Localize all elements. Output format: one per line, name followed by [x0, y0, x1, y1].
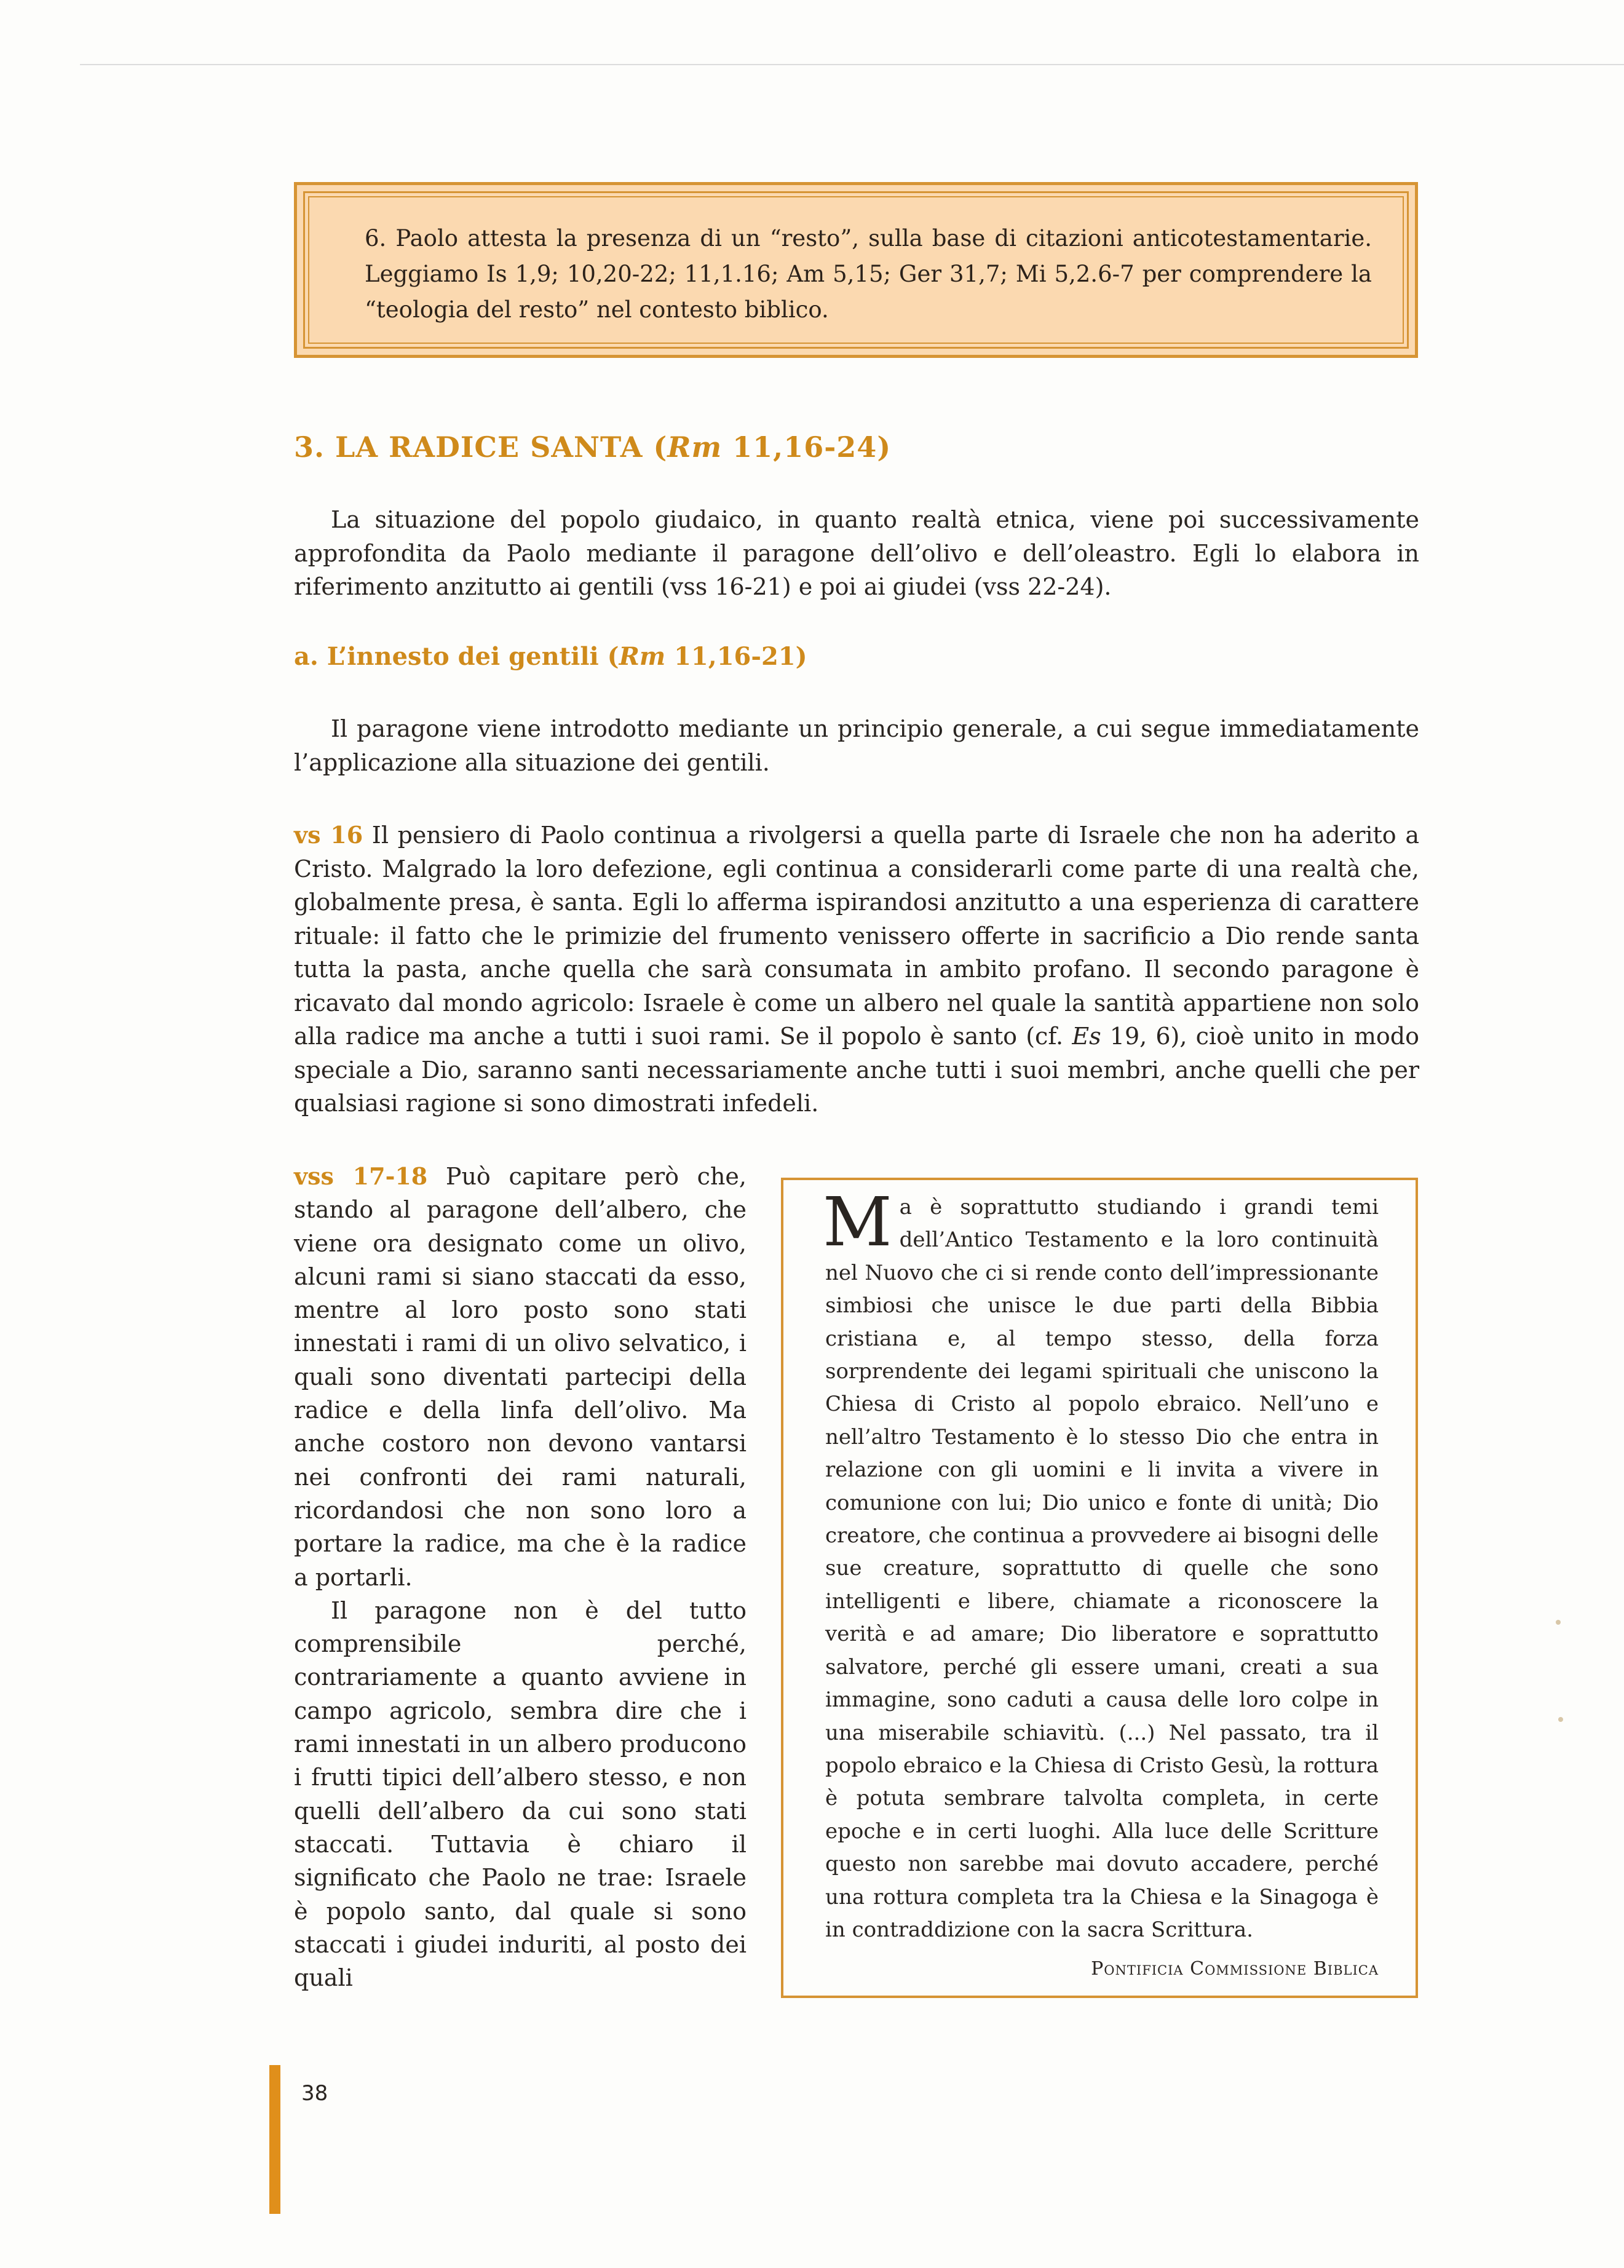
section-label: 3. LA RADICE SANTA (	[294, 430, 668, 464]
subsection-label: a. L’innesto dei gentili (	[294, 642, 619, 671]
left-column	[294, 1160, 747, 1994]
vss1718-label: vss 17-18	[294, 1162, 428, 1190]
vss1718-paragraph	[294, 1160, 747, 1594]
scan-speck	[1556, 1620, 1561, 1625]
vs16-label: vs 16	[294, 821, 363, 849]
scan-edge	[80, 64, 1624, 65]
subsection-ref-book: Rm	[619, 642, 666, 671]
section-title	[294, 430, 1419, 464]
quote-text	[823, 1183, 1379, 1946]
scan-speck	[1558, 1717, 1563, 1722]
subsection-intro: Il paragone viene introdotto mediante un principio generale, a cui segue immediatamente l’applicazione alla situazione dei gentili.	[294, 715, 1419, 776]
note-box	[294, 182, 1418, 358]
vs16-book: Es	[1072, 1023, 1101, 1050]
page-number: 38	[301, 2081, 328, 2106]
quote-dropcap: M	[823, 1183, 892, 1261]
subsection-title	[294, 642, 1419, 671]
vss1718-paragraph-2: Il paragone non è del tutto comprensibile perché, contrariamente a quanto avviene in campo agricolo, sembra dire che i rami innestati in un albero producono i frutti tipici dell’albero stesso, e non quelli dell’albero da cui sono stati staccati. Tuttavia è chiaro il significato che Paolo ne trae: Israele è popolo santo, dal quale si sono staccati i giudei induriti, al posto dei quali	[294, 1596, 747, 1992]
section-intro: La situazione del popolo giudaico, in quanto realtà etnica, viene poi successivamente approfondita da Paolo mediante il paragone dell’olivo e dell’oleastro. Egli lo elabora in riferimento anzitutto ai gentili (vss 16-21) e poi ai giudei (vss 22-24).	[294, 506, 1419, 600]
vs16-paragraph	[294, 819, 1419, 1120]
vs16-text-a: Il pensiero di Paolo continua a rivolgersi a quella parte di Israele che non ha aderito a Cristo. Malgrado la loro defezione, egli continua a considerarli come parte di una realtà che, globalmente presa, è santa. Egli lo afferma ispirandosi anzitutto a una esperienza di carattere rituale: il fatto che le primizie del frumento venissero offerte in sacrificio a Dio rende santa tutta la pasta, anche quella che sarà consumata in ambito profano. Il secondo paragone è ricavato dal mondo agricolo: Israele è come un albero nel quale la santità appartiene non solo alla radice ma anche a tutti i suoi rami. Se il popolo è santo (cf.	[294, 822, 1419, 1050]
subsection-ref-chapter: 11,16-21)	[665, 642, 807, 671]
vs16-text-b: 19, 6), cioè unito in modo speciale a Dio, saranno santi necessariamente anche tutti i suoi membri, anche quelli che per qualsiasi ragione si sono dimostrati infedeli.	[294, 1023, 1420, 1117]
page-bar	[269, 2065, 280, 2214]
quote-box	[781, 1178, 1418, 1998]
section-ref-book: Rm	[667, 430, 723, 464]
vss1718-text: Può capitare però che, stando al paragone dell’albero, che viene ora designato come un olivo, alcuni rami si siano staccati da esso, mentre al loro posto sono stati innestati i rami di un olivo selvatico, i quali sono diventati partecipi della radice e della linfa dell’olivo. Ma anche costoro non devono vantarsi nei confronti dei rami naturali, ricordandosi che non sono loro a portare la radice, ma che è la radice a portarli.	[294, 1163, 747, 1591]
quote-author: Pontificia Commissione Biblica	[1091, 1958, 1379, 1980]
note-text: 6. Paolo attesta la presenza di un “resto”, sulla base di citazioni anticotestamentarie. Leggiamo Is 1,9; 10,20-22; 11,1.16; Am 5,15; Ger 31,7; Mi 5,2.6-7 per comprendere la “teologia del resto” nel contesto biblico.	[365, 225, 1372, 323]
section-ref-chapter: 11,16-24)	[722, 430, 892, 464]
quote-body: a è soprattutto studiando i grandi temi dell’Antico Testamento e la loro continuità nel Nuovo che ci si rende conto dell’impressionante simbiosi che unisce le due parti della Bibbia cristiana e, al tempo stesso, della forza sorprendente dei legami spirituali che uniscono la Chiesa di Cristo al popolo ebraico. Nell’uno e nell’altro Testamento è lo stesso Dio che entra in relazione con gli uomini e li invita a vivere in comunione con lui; Dio unico e fonte di unità; Dio creatore, che continua a provvedere ai bisogni delle sue creature, soprattutto di quelle che sono intelligenti e libere, chiamate a riconoscere la verità e ad amare; Dio liberatore e soprattutto salvatore, perché gli essere umani, creati a sua immagine, sono caduti a causa delle loro colpe in una miserabile schiavitù. (...) Nel passato, tra il popolo ebraico e la Chiesa di Cristo Gesù, la rottura è potuta sembrare talvolta completa, in certe epoche e in certi luoghi. Alla luce delle Scritture questo non sarebbe mai dovuto accadere, perché una rottura completa tra la Chiesa e la Sinagoga è in contraddizione con la sacra Scrittura.	[825, 1195, 1379, 1942]
